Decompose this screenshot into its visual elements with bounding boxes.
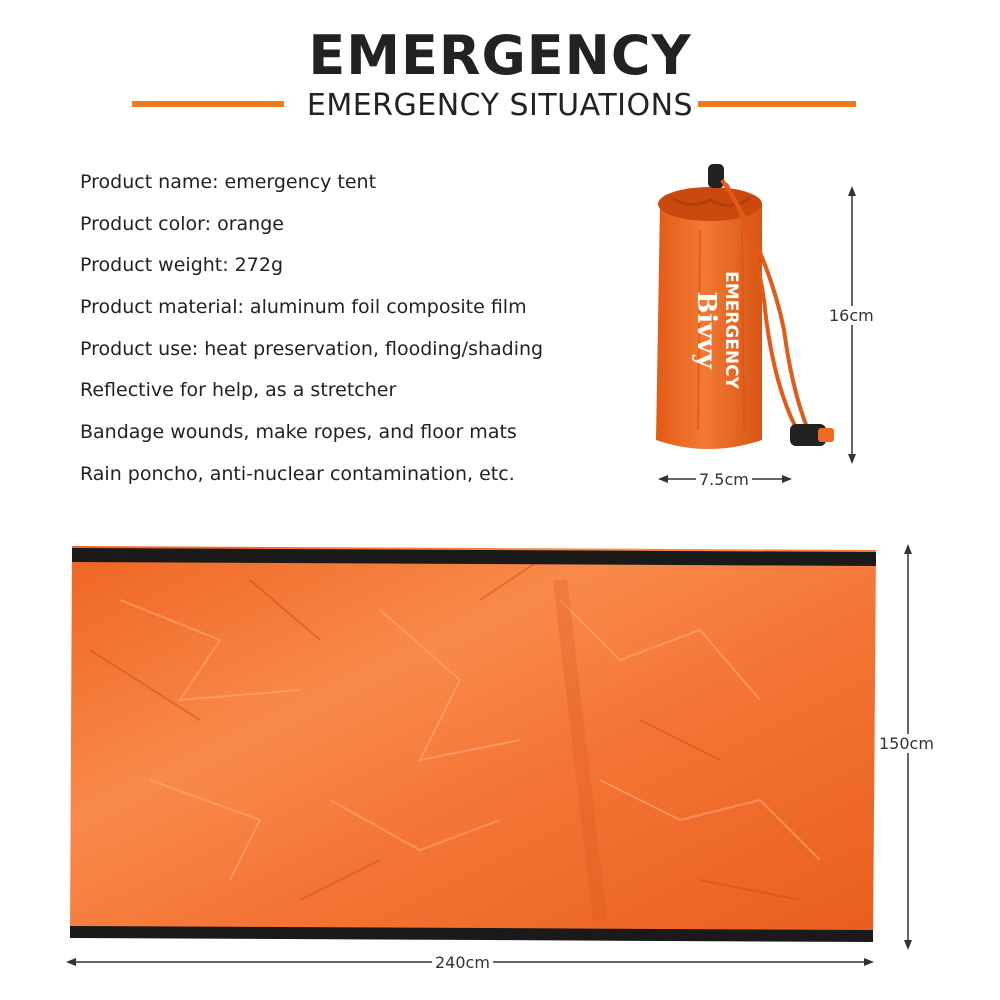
spec-item-reflective: Reflective for help, as a stretcher (80, 379, 397, 402)
sack-height-dimension (848, 186, 856, 464)
spec-item-color: Product color: orange (80, 212, 284, 235)
sack-print-line2: Bivvy (691, 291, 721, 369)
blanket-width-label: 240cm (432, 953, 493, 972)
sack-height-label: 16cm (826, 306, 877, 325)
spec-item-weight: Product weight: 272g (80, 254, 284, 277)
spec-item-material: Product material: aluminum foil composite film (80, 296, 527, 319)
page-title: EMERGENCY (308, 24, 692, 87)
spec-item-bandage: Bandage wounds, make ropes, and floor mats (80, 421, 517, 444)
sack-print-line1: EMERGENCY (721, 271, 741, 389)
blanket-height-label: 150cm (876, 734, 937, 753)
spec-item-name: Product name: emergency tent (80, 171, 377, 193)
spec-item-poncho: Rain poncho, anti-nuclear contamination, etc. (80, 462, 515, 485)
sack-width-label: 7.5cm (696, 470, 752, 489)
emergency-blanket (70, 546, 876, 942)
spec-item-use: Product use: heat preservation, flooding/shading (80, 337, 544, 360)
stuff-sack (656, 164, 834, 449)
page-subtitle: EMERGENCY SITUATIONS (306, 88, 694, 123)
